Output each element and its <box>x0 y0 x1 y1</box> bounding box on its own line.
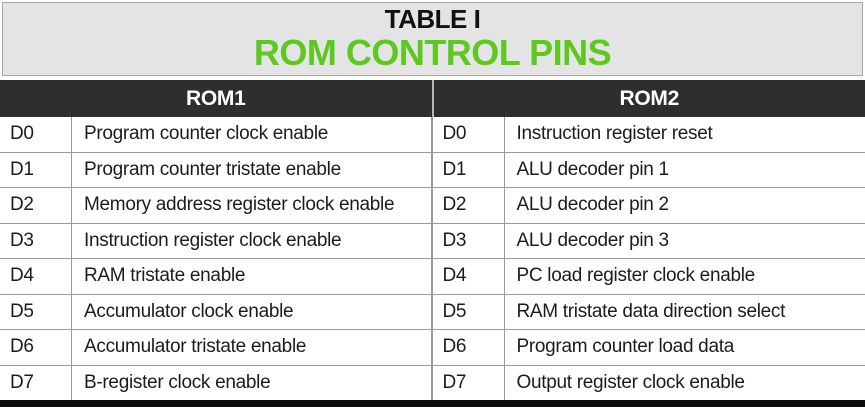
table-row <box>0 223 433 259</box>
function-cell: Accumulator clock enable <box>84 300 294 322</box>
table-title-block <box>2 2 863 76</box>
table-row <box>0 187 433 223</box>
function-cell: Program counter tristate enable <box>84 158 341 180</box>
table-row <box>433 187 865 223</box>
function-cell: Instruction register clock enable <box>84 229 342 251</box>
table-row <box>433 258 865 294</box>
rom2-column <box>431 117 865 400</box>
pin-cell: D2 <box>0 188 72 223</box>
table-row <box>0 329 433 365</box>
table-row <box>0 117 433 152</box>
table-row <box>0 258 433 294</box>
pin-cell: D1 <box>0 153 72 188</box>
bottom-rule <box>0 400 865 407</box>
pin-cell: D7 <box>433 366 505 401</box>
pin-cell: D5 <box>0 295 72 330</box>
function-cell: Accumulator tristate enable <box>84 336 307 358</box>
pin-cell: D2 <box>433 188 505 223</box>
pin-cell: D0 <box>0 117 72 152</box>
function-cell: ALU decoder pin 3 <box>516 229 669 251</box>
pin-cell: D7 <box>0 366 72 401</box>
pin-cell: D4 <box>0 259 72 294</box>
table-row <box>433 152 865 188</box>
table-row <box>0 294 433 330</box>
table-subtitle: ROM CONTROL PINS <box>253 31 612 73</box>
table-row <box>433 117 865 152</box>
pin-cell: D6 <box>0 330 72 365</box>
table-row <box>433 329 865 365</box>
pin-cell: D3 <box>433 224 505 259</box>
function-cell: PC load register clock enable <box>516 265 755 287</box>
table-row <box>433 365 865 401</box>
pin-cell: D4 <box>433 259 505 294</box>
table-row <box>0 365 433 401</box>
function-cell: Output register clock enable <box>516 371 745 393</box>
table-row <box>433 294 865 330</box>
pin-cell: D6 <box>433 330 505 365</box>
function-cell: RAM tristate data direction select <box>516 300 786 322</box>
column-header-rom1: ROM1 <box>186 86 246 110</box>
function-cell: Memory address register clock enable <box>84 194 395 216</box>
function-cell: ALU decoder pin 1 <box>516 158 669 180</box>
pin-cell: D3 <box>0 224 72 259</box>
function-cell: ALU decoder pin 2 <box>516 194 669 216</box>
function-cell: B-register clock enable <box>84 371 271 393</box>
column-header-rom2: ROM2 <box>432 80 865 117</box>
table-row <box>433 223 865 259</box>
column-header-bar <box>0 80 865 117</box>
table-number-title: TABLE I <box>384 4 481 35</box>
pin-cell: D5 <box>433 295 505 330</box>
table-body <box>0 117 865 400</box>
rom1-column <box>0 117 433 400</box>
function-cell: Program counter clock enable <box>84 123 329 145</box>
function-cell: Instruction register reset <box>516 123 713 145</box>
pin-cell: D1 <box>433 153 505 188</box>
table-row <box>0 152 433 188</box>
function-cell: RAM tristate enable <box>84 265 246 287</box>
pin-cell: D0 <box>433 117 505 152</box>
function-cell: Program counter load data <box>516 336 734 358</box>
